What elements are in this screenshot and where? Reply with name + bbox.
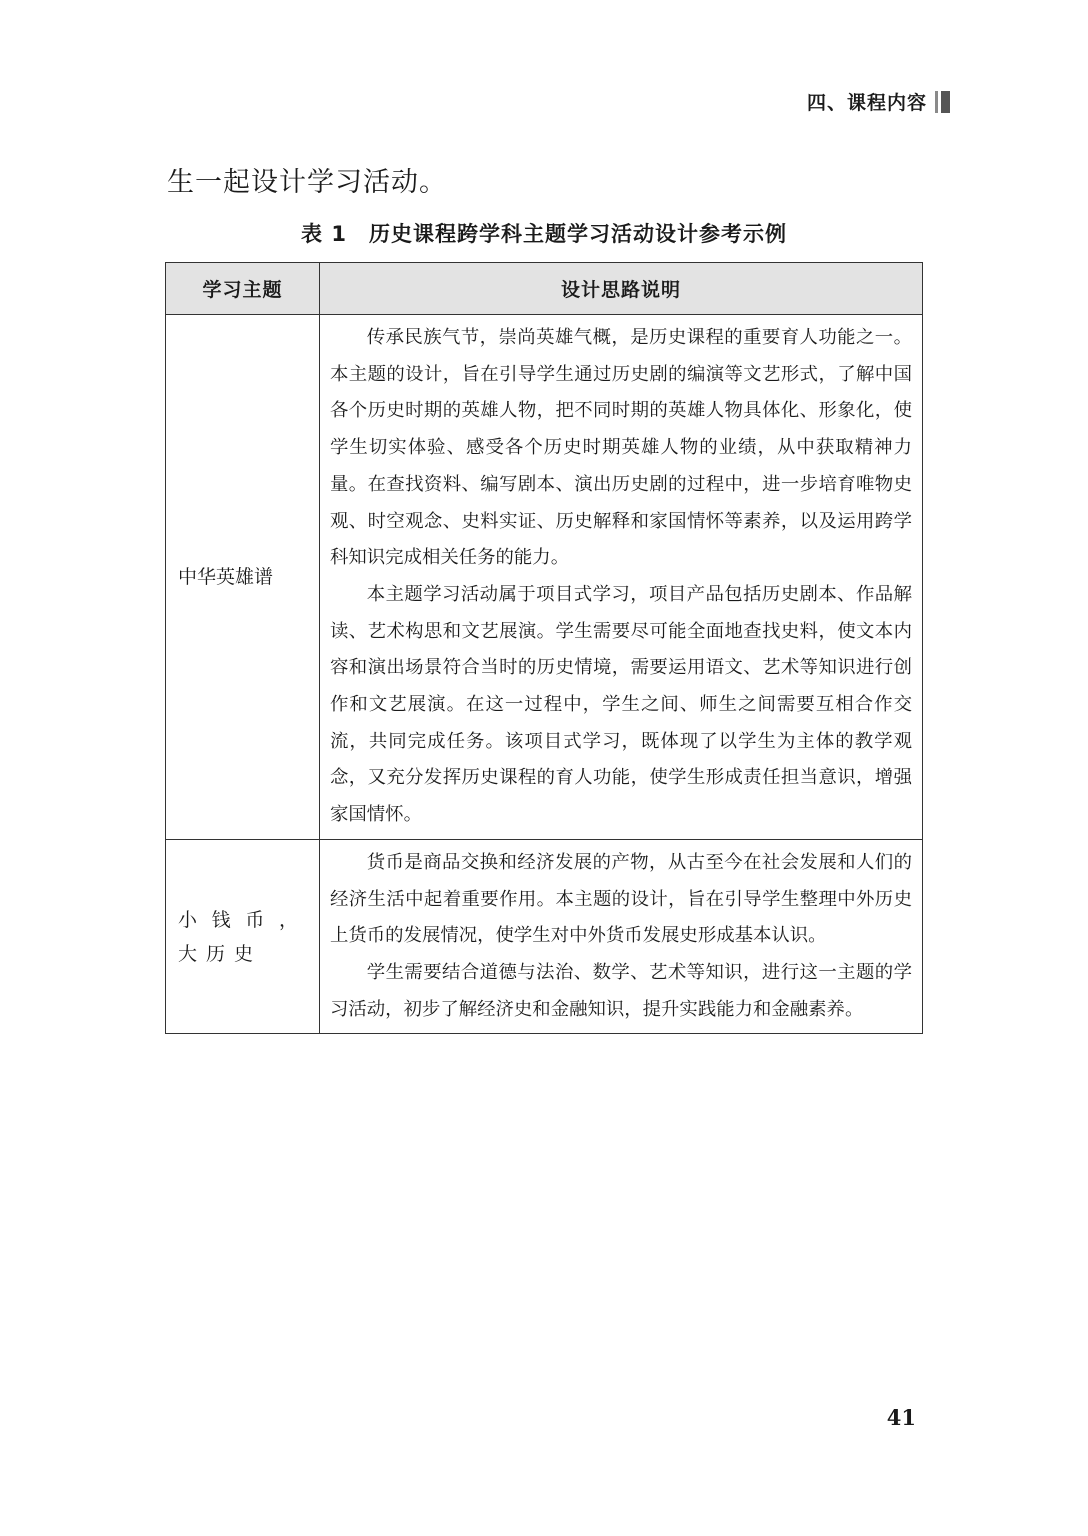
section-title: 四、课程内容	[806, 92, 927, 114]
description-paragraph: 货币是商品交换和经济发展的产物，从古至今在社会发展和人们的经济生活中起着重要作用。本主题的设计，旨在引导学生整理中外历史上货币的发展情况，使学生对中外货币发展史形成基本认识。	[330, 851, 912, 947]
header-bar-thin	[935, 91, 938, 113]
activity-design-table	[165, 262, 923, 1034]
running-header	[807, 88, 950, 115]
table-header-row	[166, 263, 923, 315]
lead-text: 生一起设计学习活动。	[167, 167, 447, 198]
table-row	[166, 839, 923, 1034]
description-paragraph: 传承民族气节，崇尚英雄气概，是历史课程的重要育人功能之一。本主题的设计，旨在引导学生通过历史剧的编演等文艺形式，了解中国各个历史时期的英雄人物，把不同时期的英雄人物具体化、形象化，使学生切实体验、感受各个历史时期英雄人物的业绩，从中获取精神力量。在查找资料、编写剧本、演出历史剧的过程中，进一步培育唯物史观、时空观念、史料实证、历史解释和家国情怀等素养，以及运用跨学科知识完成相关任务的能力。	[330, 327, 912, 569]
description-cell	[320, 315, 923, 840]
header-bars-decoration	[935, 91, 950, 113]
table-row	[166, 315, 923, 840]
table-caption-title: 历史课程跨学科主题学习活动设计参考示例	[368, 222, 787, 246]
column-header-description: 设计思路说明	[320, 263, 923, 315]
header-bar-thick	[941, 91, 950, 113]
topic-cell: 小钱币，大历史	[166, 839, 320, 1034]
table-caption-number: 表 1	[301, 222, 347, 246]
column-header-topic: 学习主题	[166, 263, 320, 315]
description-paragraph: 学生需要结合道德与法治、数学、艺术等知识，进行这一主题的学习活动，初步了解经济史和金融知识，提升实践能力和金融素养。	[330, 961, 912, 1020]
topic-cell: 中华英雄谱	[166, 315, 320, 840]
table-caption	[0, 218, 1088, 248]
description-paragraph: 本主题学习活动属于项目式学习，项目产品包括历史剧本、作品解读、艺术构思和文艺展演。学生需要尽可能全面地查找史料，使文本内容和演出场景符合当时的历史情境，需要运用语文、艺术等知识进行创作和文艺展演。在这一过程中，学生之间、师生之间需要互相合作交流，共同完成任务。该项目式学习，既体现了以学生为主体的教学观念，又充分发挥历史课程的育人功能，使学生形成责任担当意识，增强家国情怀。	[330, 583, 912, 826]
description-cell	[320, 839, 923, 1034]
page-number: 41	[886, 1405, 916, 1430]
